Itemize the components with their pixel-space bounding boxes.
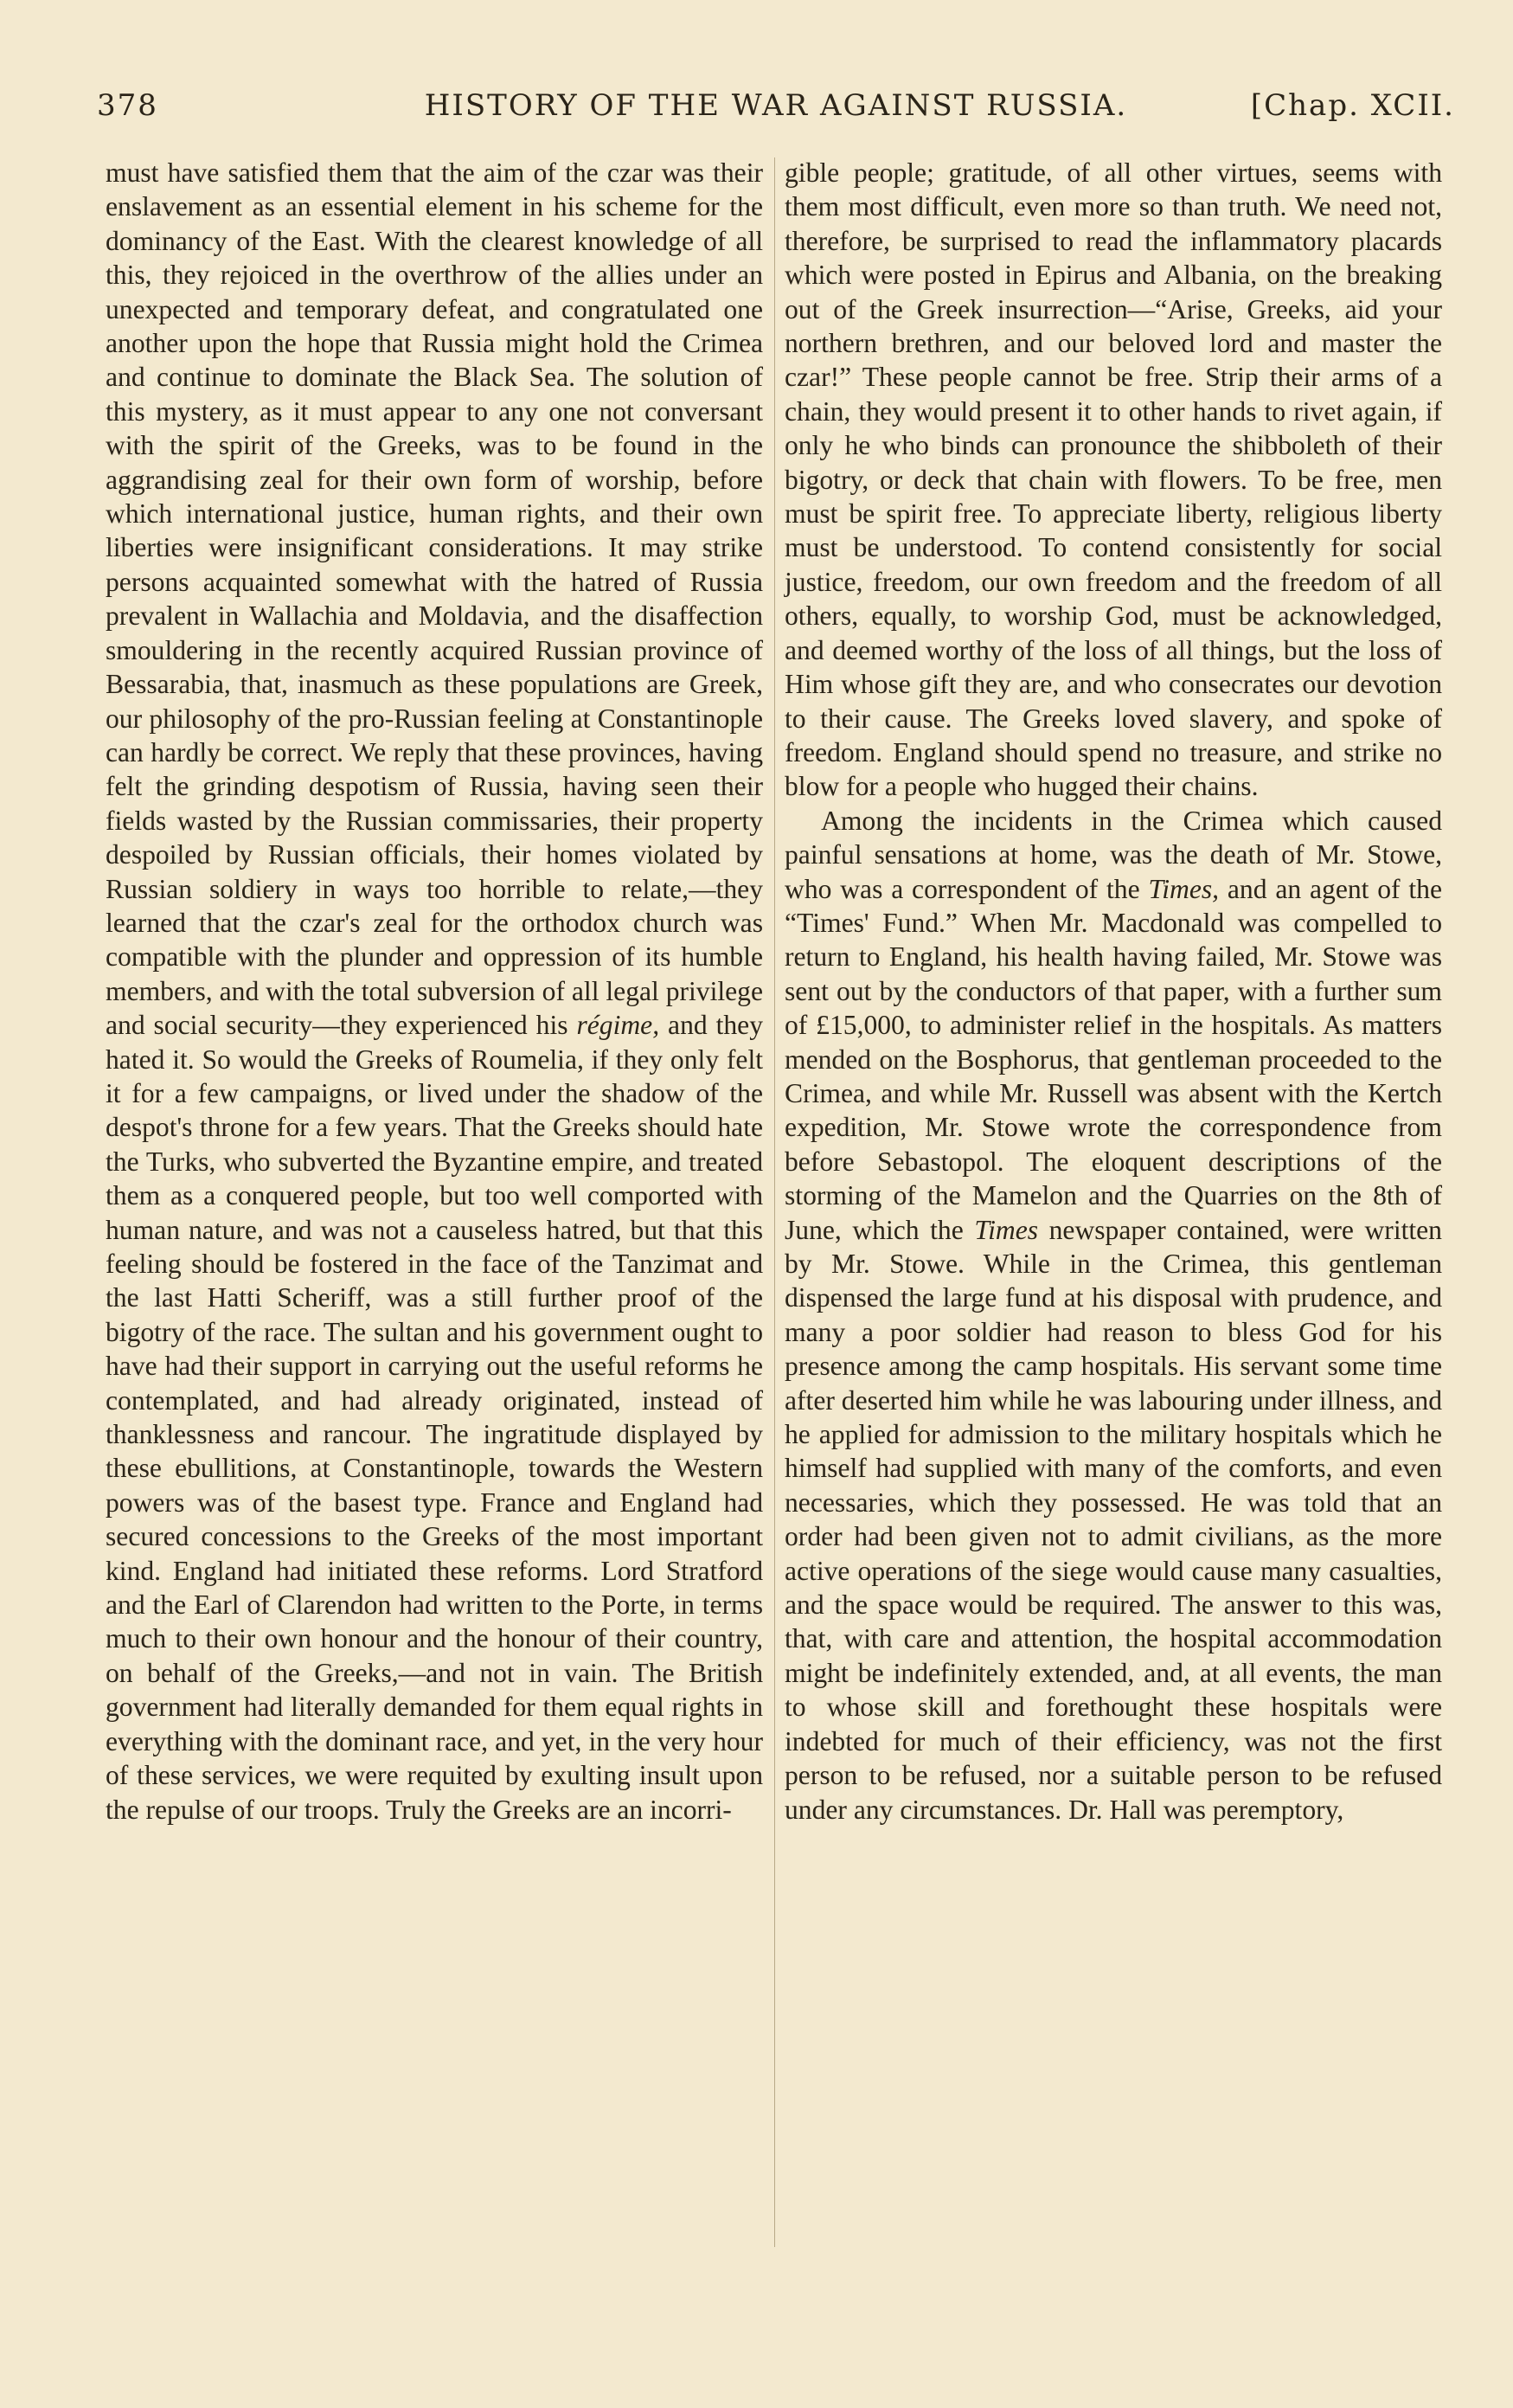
column-divider <box>774 157 775 2247</box>
left-paragraph-text-b: and they hated it. So would the Greeks of Roumelia, if they only felt it for a few campaigns, or lived under the shadow of the despot's throne for a few years. That the Greeks should hate the Turks, who subverted the Byzantine empire, and treated them as a conquered people, but too well comported with human nature, and was not a causeless hatred, but that this feeling should be fostered in the face of the Tanzimat and the last Hatti Scheriff, was a still further proof of the bigotry of the race. The sultan and his government ought to have had their support in carrying out the useful reforms he contemplated, and had already originated, instead of thanklessness and rancour. The ingratitude displayed by these ebullitions, at Constantinople, towards the Western powers was of the basest type. France and England had secured concessions to the Greeks of the most important kind. England had initiated these reforms. Lord Stratford and the Earl of Clarendon had written to the Porte, in terms much to their own honour and the honour of their country, on behalf of the Greeks,—and not in vain. The British government had literally demanded for them equal rights in everything with the dominant race, and yet, in the very hour of these services, we were requited by exulting insult upon the repulse of our troops. Truly the Greeks are an incorri- <box>106 1010 763 1825</box>
right-paragraph-2-italic-times-2: Times <box>974 1214 1039 1245</box>
right-column <box>785 156 1442 1827</box>
right-paragraph-2-italic-times: Times, <box>1148 873 1220 904</box>
page-header <box>97 83 1455 138</box>
right-paragraph-1: gible people; gratitude, of all other virtues, seems with them most difficult, even more so than truth. We need not, therefore, be surprised to read the inflammatory placards which were posted in Epirus and Albania, on the breaking out of the Greek insurrection—“Arise, Greeks, aid your northern brethren, and our beloved lord and master the czar!” These people cannot be free. Strip their arms of a chain, they would present it to other hands to rivet again, if only he who binds can pronounce the shibboleth of their bigotry, or deck that chain with flowers. To be free, men must be spirit free. To appreciate liberty, religious liberty must be understood. To contend consistently for social justice, freedom, our own freedom and the freedom of all others, equally, to worship God, must be acknowledged, and deemed worthy of the loss of all things, but the loss of Him whose gift they are, and who consecrates our devotion to their cause. The Greeks loved slavery, and spoke of freedom. England should spend no treasure, and strike no blow for a people who hugged their chains. <box>785 157 1442 802</box>
right-paragraph-2-text-a: Among the incidents in the Crimea which caused painful sensations at home, was the death of Mr. Stowe, who was a correspondent of the <box>785 805 1442 904</box>
right-paragraph-2 <box>785 804 1442 1827</box>
left-paragraph-text-a: must have satisfied them that the aim of the czar was their enslavement as an essential element in his scheme for the dominancy of the East. With the clearest knowledge of all this, they rejoiced in the overthrow of the allies under an unexpected and temporary defeat, and congratulated one another upon the hope that Russia might hold the Crimea and continue to dominate the Black Sea. The solution of this mystery, as it must appear to any one not conversant with the spirit of the Greeks, was to be found in the aggrandising zeal for their own form of worship, before which international justice, human rights, and their own liberties were insignificant considerations. It may strike persons acquainted somewhat with the hatred of Russia prevalent in Wallachia and Moldavia, and the disaffection smouldering in the recently acquired Russian province of Bessarabia, that, inasmuch as these populations are Greek, our philosophy of the pro-Russian feeling at Constantinople can hardly be correct. We reply that these provinces, having felt the grinding despotism of Russia, having seen their fields wasted by the Russian commissaries, their property despoiled by Russian officials, their homes violated by Russian soldiery in ways too horrible to relate,—they learned that the czar's zeal for the orthodox church was compatible with the plunder and oppression of its humble members, and with the total subversion of all legal privilege and social security—they experienced his <box>106 157 763 1041</box>
left-paragraph-italic-regime: régime, <box>576 1010 660 1041</box>
running-title: HISTORY OF THE WAR AGAINST RUSSIA. <box>424 88 1128 123</box>
left-column <box>106 156 763 1827</box>
left-paragraph <box>106 156 763 1827</box>
right-paragraph-2-text-c: newspaper contained, were written by Mr. Stowe. While in the Crimea, this gentleman dispensed the large fund at his disposal with prudence, and many a poor soldier had reason to bless God for his presence among the camp hospitals. His servant some time after deserted him while he was labouring under illness, and he applied for admission to the military hospitals which he himself had supplied with many of the comforts, and even necessaries, which they possessed. He was told that an order had been given not to admit civilians, as the more active operations of the siege would cause many casualties, and the space would be required. The answer to this was, that, with care and attention, the hospital accommodation might be indefinitely extended, and, at all events, the man to whose skill and forethought these hospitals were indebted for much of their efficiency, was not the first person to be refused, nor a suitable person to be refused under any circumstances. Dr. Hall was peremptory, <box>785 1214 1442 1825</box>
page-number: 378 <box>97 88 158 123</box>
right-paragraph-2-text-b: and an agent of the “Times' Fund.” When Mr. Macdonald was compelled to return to England, his health having failed, Mr. Stowe was sent out by the conductors of that paper, with a further sum of £15,000, to administer relief in the hospitals. As matters mended on the Bosphorus, that gentleman proceeded to the Crimea, and while Mr. Russell was absent with the Kertch expedition, Mr. Stowe wrote the correspondence from before Sebastopol. The eloquent descriptions of the storming of the Mamelon and the Quarries on the 8th of June, which the <box>785 873 1442 1245</box>
chapter-reference: [Chap. XCII. <box>1250 88 1455 123</box>
